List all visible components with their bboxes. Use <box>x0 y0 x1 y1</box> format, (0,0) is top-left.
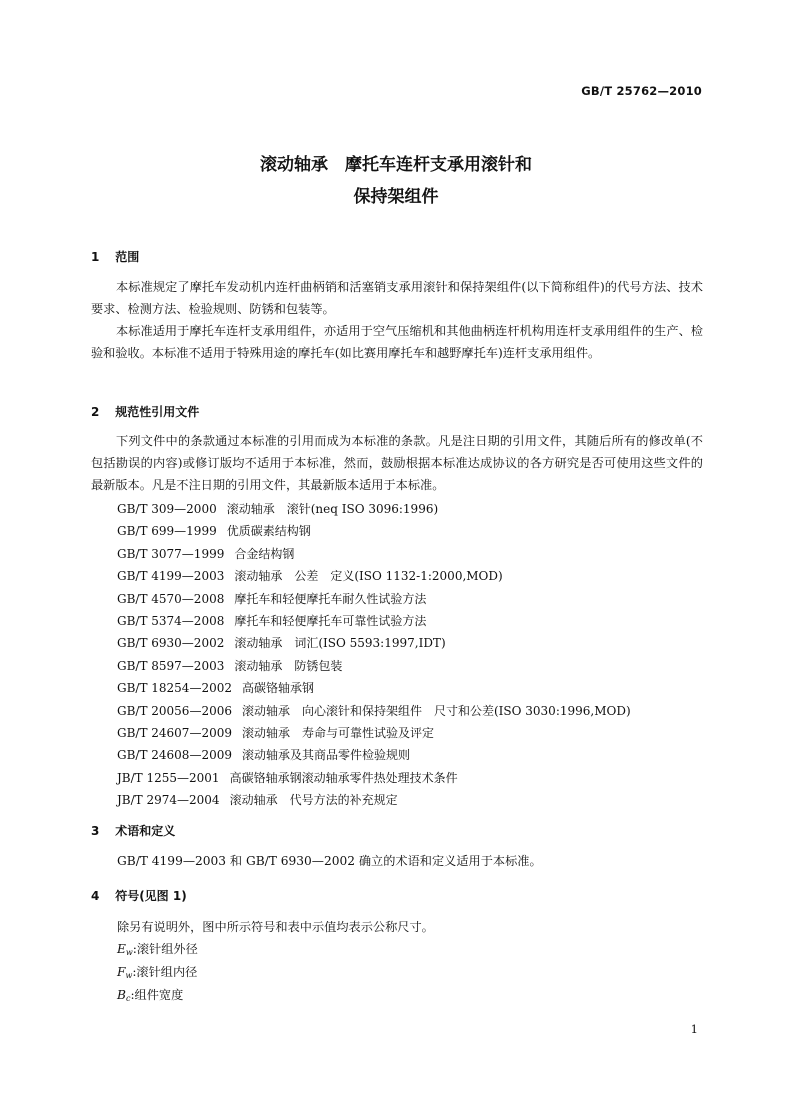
symbol-definition <box>117 963 197 980</box>
reference-item <box>117 498 631 520</box>
section-title: 术语和定义 <box>115 824 176 838</box>
reference-title: 滚动轴承 滚针(neq ISO 3096:1996) <box>226 502 439 516</box>
reference-item <box>117 565 631 587</box>
section-number: 3 <box>91 824 100 838</box>
section-number: 4 <box>91 889 100 903</box>
reference-item <box>117 677 631 699</box>
symbol-definition <box>117 986 183 1003</box>
reference-item <box>117 700 631 722</box>
symbol-subscript: c <box>125 994 131 1003</box>
symbol-letter: E <box>117 942 126 956</box>
reference-item <box>117 588 631 610</box>
reference-code: JB/T 2974—2004 <box>117 793 220 808</box>
reference-code: GB/T 4570—2008 <box>117 591 225 606</box>
reference-code: GB/T 20056—2006 <box>117 703 232 718</box>
reference-code: GB/T 24607—2009 <box>117 725 232 740</box>
reference-code: JB/T 1255—2001 <box>117 770 220 785</box>
section-3-heading <box>91 822 175 839</box>
reference-code: GB/T 18254—2002 <box>117 681 232 696</box>
reference-item <box>117 520 631 542</box>
section-3-paragraph-1: GB/T 4199—2003 和 GB/T 6930—2002 确立的术语和定义适用于本标准。 <box>117 854 542 868</box>
standard-code: GB/T 25762—2010 <box>581 84 702 98</box>
reference-title: 滚动轴承及其商品零件检验规则 <box>241 748 410 763</box>
section-title: 范围 <box>115 250 140 264</box>
reference-code: GB/T 309—2000 <box>117 502 217 516</box>
reference-title: 滚动轴承 防锈包装 <box>234 658 343 673</box>
reference-item <box>117 610 631 632</box>
reference-code: GB/T 6930—2002 <box>117 636 225 651</box>
symbol-description: :滚针组外径 <box>132 942 198 956</box>
section-4-heading <box>91 887 187 904</box>
reference-item <box>117 632 631 654</box>
reference-code: GB/T 3077—1999 <box>117 546 225 561</box>
symbol-letter: F <box>117 965 126 979</box>
reference-title: 滚动轴承 公差 定义(ISO 1132-1:2000,MOD) <box>234 569 503 584</box>
reference-item <box>117 789 631 811</box>
section-2-paragraph-1: 下列文件中的条款通过本标准的引用而成为本标准的条款。凡是注日期的引用文件，其随后所有的修改单(不包括勘误的内容)或修订版均不适用于本标准，然而，鼓励根据本标准达成协议的各方研究是否可使用这些文件的最新版本。凡是不注日期的引用文件，其最新版本适用于本标准。 <box>91 434 703 492</box>
symbol-description: :组件宽度 <box>130 988 184 1002</box>
symbol-definition <box>117 940 198 957</box>
section-1-heading <box>91 248 139 265</box>
reference-title: 摩托车和轻便摩托车耐久性试验方法 <box>234 591 427 606</box>
section-4-paragraph-1: 除另有说明外，图中所示符号和表中示值均表示公称尺寸。 <box>117 920 434 934</box>
section-2-heading <box>91 403 199 420</box>
reference-code: GB/T 4199—2003 <box>117 569 225 584</box>
reference-title: 高碳铬轴承钢 <box>241 681 314 696</box>
reference-item <box>117 722 631 744</box>
symbol-letter: B <box>117 988 126 1002</box>
reference-title: 滚动轴承 向心滚针和保持架组件 尺寸和公差(ISO 3030:1996,MOD) <box>241 703 631 718</box>
reference-title: 滚动轴承 词汇(ISO 5593:1997,IDT) <box>234 636 446 651</box>
symbol-subscript: w <box>125 971 133 980</box>
document-title-line1: 滚动轴承 摩托车连杆支承用滚针和 <box>260 155 532 175</box>
reference-title: 优质碳素结构钢 <box>226 524 311 539</box>
section-number: 1 <box>91 250 100 264</box>
reference-title: 滚动轴承 寿命与可靠性试验及评定 <box>241 725 434 740</box>
section-1-paragraph-1: 本标准规定了摩托车发动机内连杆曲柄销和活塞销支承用滚针和保持架组件(以下简称组件)的代号方法、技术要求、检测方法、检验规则、防锈和包装等。 <box>91 280 703 316</box>
section-number: 2 <box>91 405 100 419</box>
section-title: 符号(见图 1) <box>115 889 187 903</box>
reference-code: GB/T 5374—2008 <box>117 613 225 628</box>
reference-code: GB/T 699—1999 <box>117 524 217 539</box>
reference-code: GB/T 24608—2009 <box>117 748 232 763</box>
reference-item <box>117 744 631 766</box>
page-number: 1 <box>690 1022 698 1036</box>
reference-title: 摩托车和轻便摩托车可靠性试验方法 <box>234 613 427 628</box>
reference-title: 高碳铬轴承钢滚动轴承零件热处理技术条件 <box>229 770 458 785</box>
symbol-subscript: w <box>125 948 133 957</box>
reference-item <box>117 767 631 789</box>
reference-title: 合金结构钢 <box>234 546 295 561</box>
document-title-line2: 保持架组件 <box>353 187 439 207</box>
symbol-description: :滚针组内径 <box>132 965 198 979</box>
section-1-paragraph-2: 本标准适用于摩托车连杆支承用组件，亦适用于空气压缩机和其他曲柄连杆机构用连杆支承用组件的生产、检验和验收。本标准不适用于特殊用途的摩托车(如比赛用摩托车和越野摩托车)连杆支承用组件。 <box>91 324 703 360</box>
reference-item <box>117 655 631 677</box>
normative-references-list <box>117 498 631 811</box>
reference-code: GB/T 8597—2003 <box>117 658 225 673</box>
reference-title: 滚动轴承 代号方法的补充规定 <box>229 793 398 808</box>
reference-item <box>117 543 631 565</box>
section-title: 规范性引用文件 <box>115 405 200 419</box>
